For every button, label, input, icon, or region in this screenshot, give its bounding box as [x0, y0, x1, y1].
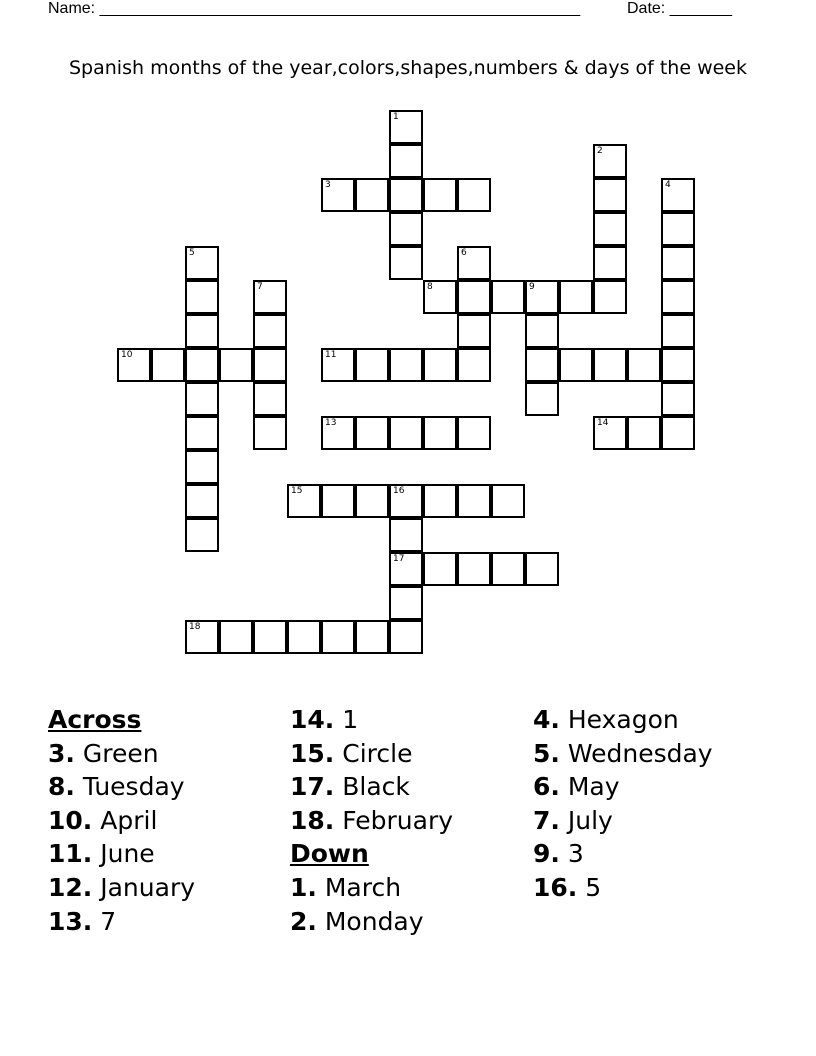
crossword-cell[interactable]: [287, 620, 321, 654]
clue-item: [290, 804, 453, 838]
crossword-cell[interactable]: [661, 416, 695, 450]
clue-number: 15.: [290, 738, 335, 768]
clue-number: 17.: [290, 772, 335, 802]
clue-number: 12.: [48, 872, 93, 902]
clue-number: 4.: [533, 705, 560, 734]
crossword-cell[interactable]: [389, 144, 423, 178]
clue-item: [290, 871, 453, 905]
clue-text: Black: [334, 772, 410, 802]
cell-number: 15: [291, 486, 303, 496]
clue-column-1: [48, 703, 195, 938]
clue-text: 7: [92, 906, 117, 936]
clue-item: [533, 703, 713, 737]
cell-number: 17: [393, 554, 405, 564]
crossword-cell[interactable]: [355, 178, 389, 212]
crossword-cell[interactable]: [355, 416, 389, 450]
clue-item: [48, 737, 195, 771]
crossword-cell[interactable]: [457, 552, 491, 586]
crossword-cell[interactable]: [185, 246, 219, 280]
crossword-cell[interactable]: [627, 416, 661, 450]
crossword-cell[interactable]: [457, 280, 491, 314]
crossword-cell[interactable]: [185, 348, 219, 382]
clue-text: 5: [577, 872, 602, 902]
crossword-cell[interactable]: [593, 280, 627, 314]
clue-text: Tuesday: [74, 772, 185, 802]
section-header-label: Down: [290, 839, 369, 869]
date-field-label[interactable]: Date: _______: [627, 0, 732, 17]
clue-item: [533, 837, 713, 871]
clue-number: 18.: [290, 805, 335, 835]
clue-item: [48, 837, 195, 871]
clue-item: [290, 737, 453, 771]
crossword-cell[interactable]: [253, 620, 287, 654]
crossword-cell[interactable]: [593, 212, 627, 246]
crossword-cell[interactable]: [457, 484, 491, 518]
cell-number: 2: [597, 146, 603, 156]
crossword-cell[interactable]: [389, 620, 423, 654]
clue-number: 16.: [533, 872, 578, 902]
crossword-cell[interactable]: [321, 484, 355, 518]
crossword-cell[interactable]: [185, 620, 219, 654]
cell-number: 9: [529, 282, 535, 292]
cell-number: 3: [325, 180, 331, 190]
crossword-cell[interactable]: [355, 348, 389, 382]
clue-item: [48, 871, 195, 905]
clue-section-header: [48, 703, 195, 737]
crossword-cell[interactable]: [389, 212, 423, 246]
crossword-cell[interactable]: [593, 416, 627, 450]
crossword-cell[interactable]: [287, 484, 321, 518]
crossword-cell[interactable]: [627, 348, 661, 382]
cell-number: 6: [461, 248, 467, 258]
crossword-cell[interactable]: [457, 348, 491, 382]
crossword-cell[interactable]: [525, 314, 559, 348]
crossword-cell[interactable]: [185, 450, 219, 484]
crossword-cell[interactable]: [321, 620, 355, 654]
crossword-cell[interactable]: [559, 280, 593, 314]
clue-item: [533, 804, 713, 838]
crossword-cell[interactable]: [389, 348, 423, 382]
crossword-cell[interactable]: [185, 518, 219, 552]
crossword-cell[interactable]: [559, 348, 593, 382]
crossword-cell[interactable]: [525, 348, 559, 382]
clue-item: [290, 905, 453, 939]
crossword-cell[interactable]: [423, 484, 457, 518]
clue-text: March: [316, 872, 402, 902]
crossword-cell[interactable]: [389, 484, 423, 518]
crossword-cell[interactable]: [219, 620, 253, 654]
crossword-cell[interactable]: [593, 348, 627, 382]
clue-item: [533, 737, 713, 771]
clue-text: Monday: [316, 906, 424, 936]
clue-number: 9.: [533, 839, 560, 869]
crossword-cell[interactable]: [593, 144, 627, 178]
crossword-cell[interactable]: [491, 484, 525, 518]
crossword-cell[interactable]: [321, 178, 355, 212]
clue-column-2: [290, 703, 453, 938]
crossword-cell[interactable]: [253, 280, 287, 314]
crossword-cell[interactable]: [525, 382, 559, 416]
page-title: Spanish months of the year,colors,shapes,numbers & days of the week: [69, 57, 747, 79]
clue-text: July: [559, 805, 613, 835]
crossword-cell[interactable]: [389, 110, 423, 144]
clue-number: 5.: [533, 738, 560, 768]
clue-text: Hexagon: [559, 705, 679, 734]
cell-number: 18: [189, 622, 201, 632]
crossword-cell[interactable]: [491, 280, 525, 314]
crossword-cell[interactable]: [661, 212, 695, 246]
clue-text: June: [92, 839, 155, 869]
cell-number: 8: [427, 282, 433, 292]
crossword-cell[interactable]: [661, 178, 695, 212]
clue-item: [48, 905, 195, 939]
clue-text: May: [559, 772, 620, 802]
crossword-cell[interactable]: [423, 280, 457, 314]
crossword-cell[interactable]: [355, 620, 389, 654]
crossword-cell[interactable]: [185, 382, 219, 416]
clue-text: Wednesday: [559, 738, 713, 768]
clue-item: [533, 871, 713, 905]
crossword-cell[interactable]: [389, 552, 423, 586]
clue-number: 3.: [48, 738, 75, 768]
cell-number: 10: [121, 350, 133, 360]
crossword-cell[interactable]: [423, 552, 457, 586]
crossword-cell[interactable]: [389, 518, 423, 552]
clue-text: April: [92, 805, 158, 835]
cell-number: 13: [325, 418, 337, 428]
clue-item: [48, 770, 195, 804]
clue-number: 11.: [48, 839, 93, 869]
crossword-cell[interactable]: [525, 280, 559, 314]
crossword-cell[interactable]: [457, 314, 491, 348]
clue-number: 6.: [533, 772, 560, 802]
crossword-cell[interactable]: [423, 416, 457, 450]
cell-number: 4: [665, 180, 671, 190]
clue-number: 2.: [290, 906, 317, 936]
crossword-cell[interactable]: [185, 280, 219, 314]
crossword-cell[interactable]: [423, 178, 457, 212]
clue-number: 14.: [290, 705, 335, 734]
crossword-cell[interactable]: [219, 348, 253, 382]
cell-number: 7: [257, 282, 263, 292]
crossword-cell[interactable]: [491, 552, 525, 586]
crossword-cell[interactable]: [253, 348, 287, 382]
crossword-cell[interactable]: [661, 348, 695, 382]
crossword-cell[interactable]: [151, 348, 185, 382]
clue-item: [48, 804, 195, 838]
crossword-cell[interactable]: [661, 382, 695, 416]
cell-number: 5: [189, 248, 195, 258]
crossword-cell[interactable]: [117, 348, 151, 382]
crossword-cell[interactable]: [321, 416, 355, 450]
crossword-cell[interactable]: [593, 246, 627, 280]
crossword-cell[interactable]: [661, 246, 695, 280]
crossword-cell[interactable]: [593, 178, 627, 212]
cell-number: 11: [325, 350, 337, 360]
clue-number: 10.: [48, 805, 93, 835]
clue-item: [290, 770, 453, 804]
clue-item: [290, 703, 453, 737]
crossword-cell[interactable]: [389, 416, 423, 450]
clue-section-header: [290, 837, 453, 871]
cell-number: 1: [393, 112, 399, 122]
crossword-cell[interactable]: [389, 178, 423, 212]
clue-text: February: [334, 805, 454, 835]
crossword-cell[interactable]: [253, 416, 287, 450]
clue-text: Green: [74, 738, 159, 768]
crossword-cell[interactable]: [457, 246, 491, 280]
crossword-cell[interactable]: [525, 552, 559, 586]
crossword-cell[interactable]: [253, 382, 287, 416]
crossword-cell[interactable]: [457, 416, 491, 450]
crossword-cell[interactable]: [457, 178, 491, 212]
clue-number: 13.: [48, 906, 93, 936]
crossword-cell[interactable]: [253, 314, 287, 348]
crossword-cell[interactable]: [185, 416, 219, 450]
header: [48, 0, 748, 20]
clue-number: 7.: [533, 805, 560, 835]
clue-text: 3: [559, 839, 584, 869]
clue-item: [533, 770, 713, 804]
clue-text: January: [92, 872, 196, 902]
crossword-cell[interactable]: [185, 484, 219, 518]
crossword-cell[interactable]: [321, 348, 355, 382]
crossword-cell[interactable]: [661, 280, 695, 314]
clue-text: Circle: [334, 738, 413, 768]
clue-column-3: [533, 703, 713, 905]
crossword-cell[interactable]: [423, 348, 457, 382]
crossword-cell[interactable]: [355, 484, 389, 518]
section-header-label: Across: [48, 705, 142, 734]
clue-number: 1.: [290, 872, 317, 902]
cell-number: 16: [393, 486, 405, 496]
crossword-cell[interactable]: [661, 314, 695, 348]
crossword-cell[interactable]: [389, 246, 423, 280]
name-field-label[interactable]: Name: ______________________________________________________: [48, 0, 581, 17]
crossword-cell[interactable]: [389, 586, 423, 620]
clue-number: 8.: [48, 772, 75, 802]
crossword-cell[interactable]: [185, 314, 219, 348]
cell-number: 14: [597, 418, 609, 428]
clue-text: 1: [334, 705, 359, 734]
